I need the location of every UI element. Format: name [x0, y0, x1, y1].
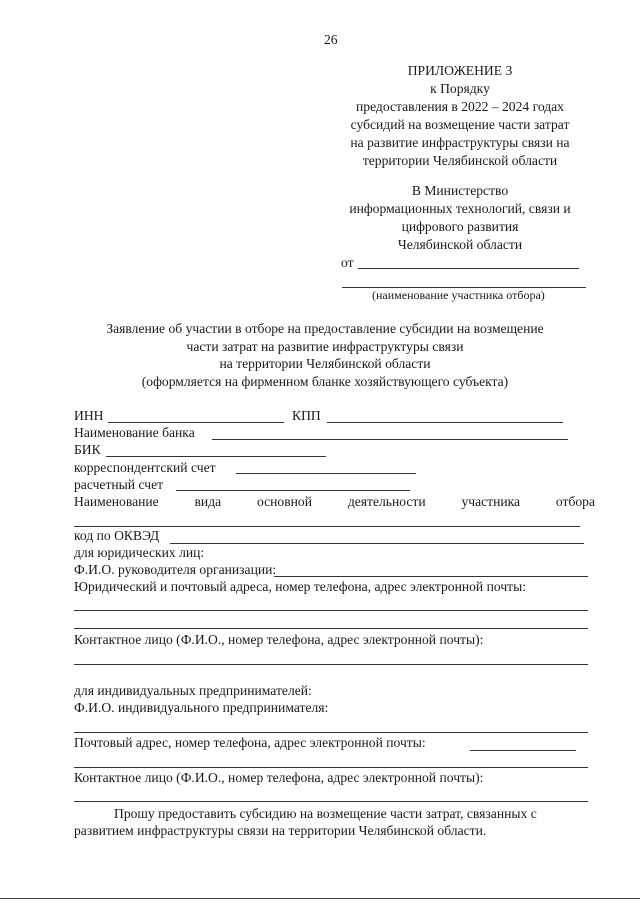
from-line[interactable] — [358, 268, 579, 269]
from-caption: (наименование участника отбора) — [372, 288, 545, 302]
statement-title-line: (оформляется на фирменном бланке хозяйствующего субъекта) — [141, 373, 509, 389]
contact-person-2-input[interactable] — [74, 801, 588, 802]
appendix-block — [330, 62, 590, 170]
director-name-input[interactable] — [274, 576, 588, 577]
activity-label — [74, 494, 595, 510]
kpp-input[interactable] — [327, 422, 563, 423]
legal-postal-address-input[interactable] — [74, 610, 588, 611]
activity-word: основной — [256, 494, 312, 509]
activity-word: Наименование — [74, 494, 159, 509]
inn-input[interactable] — [108, 422, 284, 423]
activity-word: отбора — [555, 494, 595, 509]
statement-title-line: Заявление об участии в отборе на предоставление субсидии на возмещение — [106, 321, 544, 336]
corr-account-label: корреспондентский счет — [74, 460, 216, 475]
addressee-line: информационных технологий, связи и — [349, 201, 571, 216]
request-line-2: развитием инфраструктуры связи на территории Челябинской области. — [74, 823, 487, 838]
bik-label: БИК — [74, 442, 101, 457]
appendix-line: к Порядку — [430, 81, 490, 96]
appendix-line: субсидий на возмещение части затрат — [350, 117, 570, 132]
bank-name-label: Наименование банка — [74, 425, 195, 440]
director-name-label: Ф.И.О. руководителя организации: — [74, 562, 277, 577]
kpp-label: КПП — [292, 408, 321, 423]
okved-label: код по ОКВЭД — [74, 528, 160, 543]
statement-title — [40, 320, 610, 390]
entrepreneur-name-input[interactable] — [74, 732, 588, 733]
activity-word: вида — [194, 494, 222, 509]
postal-address-input[interactable] — [470, 750, 576, 751]
settlement-account-input[interactable] — [176, 490, 410, 491]
postal-address-input-2[interactable] — [74, 767, 588, 768]
contact-person-2-label: Контактное лицо (Ф.И.О., номер телефона, адрес электронной почты): — [74, 770, 484, 785]
addressee-line: В Министерство — [411, 183, 509, 198]
request-line-1: Прошу предоставить субсидию на возмещение части затрат, связанных с — [114, 806, 537, 821]
addressee-block — [330, 182, 590, 254]
statement-title-line: на территории Челябинской области — [219, 356, 431, 371]
okved-input[interactable] — [170, 543, 584, 544]
appendix-line: на развитие инфраструктуры связи на — [350, 135, 570, 150]
contact-person-1-input[interactable] — [74, 664, 588, 665]
legal-postal-address-input-2[interactable] — [74, 628, 588, 629]
entrepreneur-name-label: Ф.И.О. индивидуального предпринимателя: — [74, 700, 329, 715]
addressee-line: цифрового развития — [401, 219, 519, 234]
appendix-line: предоставления в 2022 – 2024 годах — [356, 99, 564, 114]
settlement-account-label: расчетный счет — [74, 477, 164, 492]
contact-person-1-label: Контактное лицо (Ф.И.О., номер телефона, адрес электронной почты): — [74, 632, 484, 647]
legal-postal-address-label: Юридический и почтовый адреса, номер телефона, адрес электронной почты: — [74, 579, 527, 594]
postal-address-label: Почтовый адрес, номер телефона, адрес электронной почты: — [74, 735, 426, 750]
page-bottom-edge — [0, 898, 640, 899]
appendix-title: ПРИЛОЖЕНИЕ 3 — [407, 63, 513, 78]
activity-input[interactable] — [74, 526, 580, 527]
addressee-line: Челябинской области — [397, 237, 523, 252]
page-number: 26 — [324, 32, 338, 47]
from-label: от — [341, 255, 354, 270]
corr-account-input[interactable] — [236, 473, 416, 474]
bank-name-input[interactable] — [212, 439, 568, 440]
legal-entities-heading: для юридических лиц: — [74, 545, 205, 560]
individual-entrepreneurs-heading: для индивидуальных предпринимателей: — [74, 683, 312, 698]
activity-word: участника — [461, 494, 521, 509]
bik-input[interactable] — [106, 456, 326, 457]
statement-title-line: части затрат на развитие инфраструктуры связи — [186, 338, 464, 354]
activity-word: деятельности — [347, 494, 426, 509]
appendix-line: территории Челябинской области — [362, 153, 558, 168]
inn-label: ИНН — [74, 408, 104, 423]
